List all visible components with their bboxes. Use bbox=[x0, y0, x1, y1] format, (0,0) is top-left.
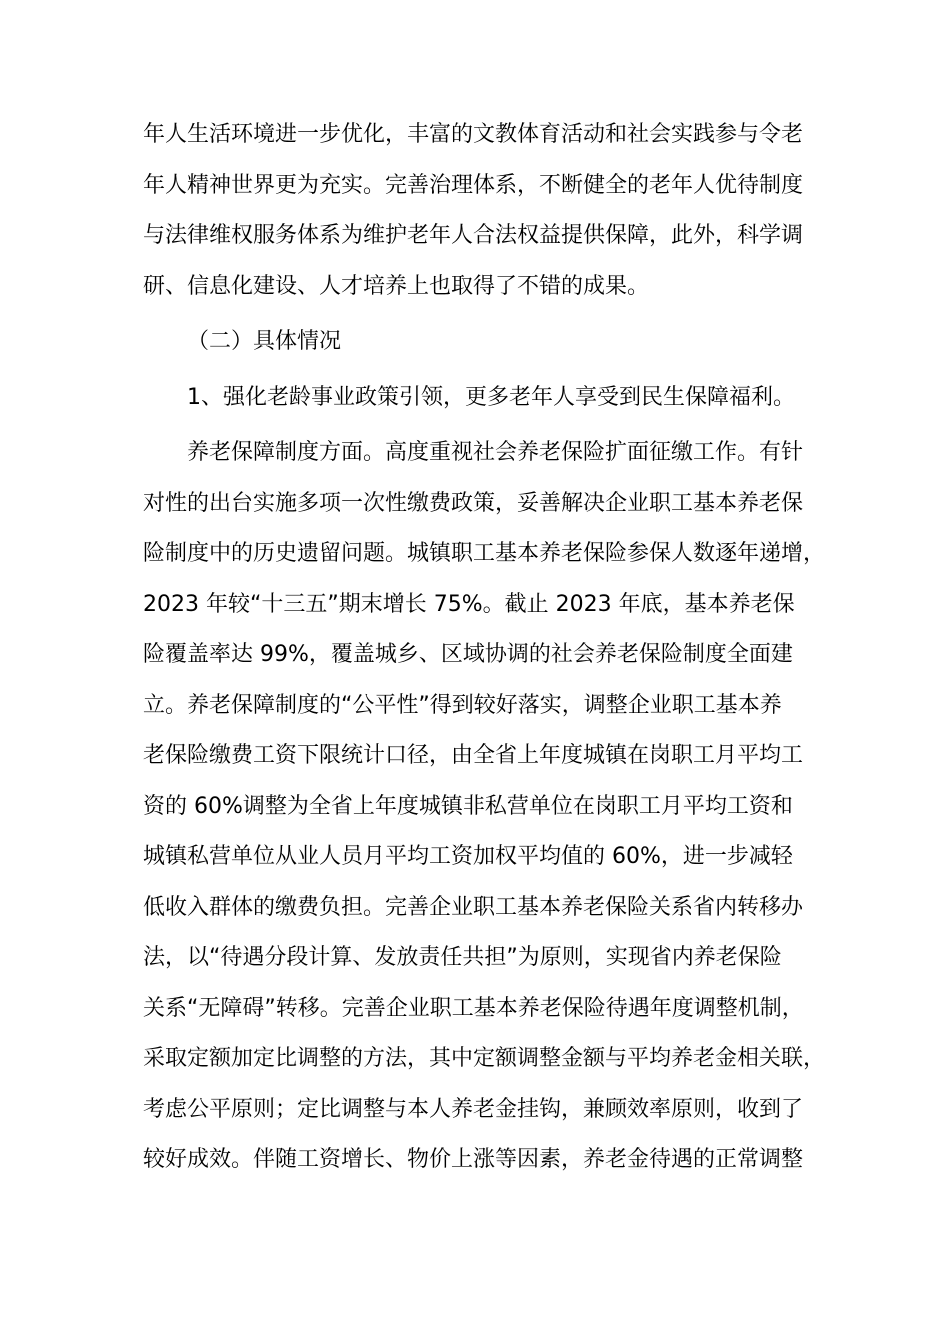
text-line: 城镇私营单位从业人员月平均工资加权平均值的 60%，进一步减轻 bbox=[143, 844, 793, 869]
numbered-item-text: 1、强化老龄事业政策引领，更多老年人享受到民生保障福利。 bbox=[187, 384, 795, 410]
document-page bbox=[143, 110, 826, 1186]
text-line: 养老保障制度方面。高度重视社会养老保险扩面征缴工作。有针 bbox=[187, 440, 804, 465]
text-line: 老保险缴费工资下限统计口径，由全省上年度城镇在岗职工月平均工 bbox=[143, 743, 804, 768]
paragraph-pension bbox=[143, 428, 826, 1186]
text-line: 险制度中的历史遗留问题。城镇职工基本养老保险参保人数逐年递增， bbox=[143, 541, 826, 566]
paragraph-continuation bbox=[143, 110, 823, 312]
text-line: 采取定额加定比调整的方法，其中定额调整金额与平均养老金相关联， bbox=[143, 1046, 826, 1071]
numbered-item bbox=[143, 373, 823, 424]
text-line: 立。养老保障制度的“公平性”得到较好落实，调整企业职工基本养 bbox=[143, 692, 782, 718]
section-heading bbox=[143, 317, 823, 368]
text-line: 对性的出台实施多项一次性缴费政策，妥善解决企业职工基本养老保 bbox=[143, 490, 804, 516]
text-line: 关系“无障碍”转移。完善企业职工基本养老保险待遇年度调整机制， bbox=[143, 995, 804, 1021]
text-line: 2023 年较“十三五”期末增长 75%。截止 2023 年底，基本养老保 bbox=[143, 591, 795, 617]
text-line: 与法律维权服务体系为维护老年人合法权益提供保障，此外，科学调 bbox=[143, 223, 804, 248]
text-line: 研、信息化建设、人才培养上也取得了不错的成果。 bbox=[143, 273, 650, 299]
text-line: 年人生活环境进一步优化，丰富的文教体育活动和社会实践参与令老 bbox=[143, 122, 804, 147]
text-line: 考虑公平原则；定比调整与本人养老金挂钩，兼顾效率原则，收到了 bbox=[143, 1096, 804, 1122]
text-line: 年人精神世界更为充实。完善治理体系，不断健全的老年人优待制度 bbox=[143, 172, 804, 198]
section-heading-text: （二）具体情况 bbox=[187, 329, 342, 354]
text-line: 险覆盖率达 99%，覆盖城乡、区域协调的社会养老保险制度全面建 bbox=[143, 642, 793, 667]
text-line: 低收入群体的缴费负担。完善企业职工基本养老保险关系省内转移办 bbox=[143, 894, 804, 920]
text-line: 法，以“待遇分段计算、发放责任共担”为原则，实现省内养老保险 bbox=[143, 945, 782, 970]
text-line: 资的 60%调整为全省上年度城镇非私营单位在岗职工月平均工资和 bbox=[143, 793, 793, 819]
text-line: 较好成效。伴随工资增长、物价上涨等因素，养老金待遇的正常调整 bbox=[143, 1147, 804, 1172]
